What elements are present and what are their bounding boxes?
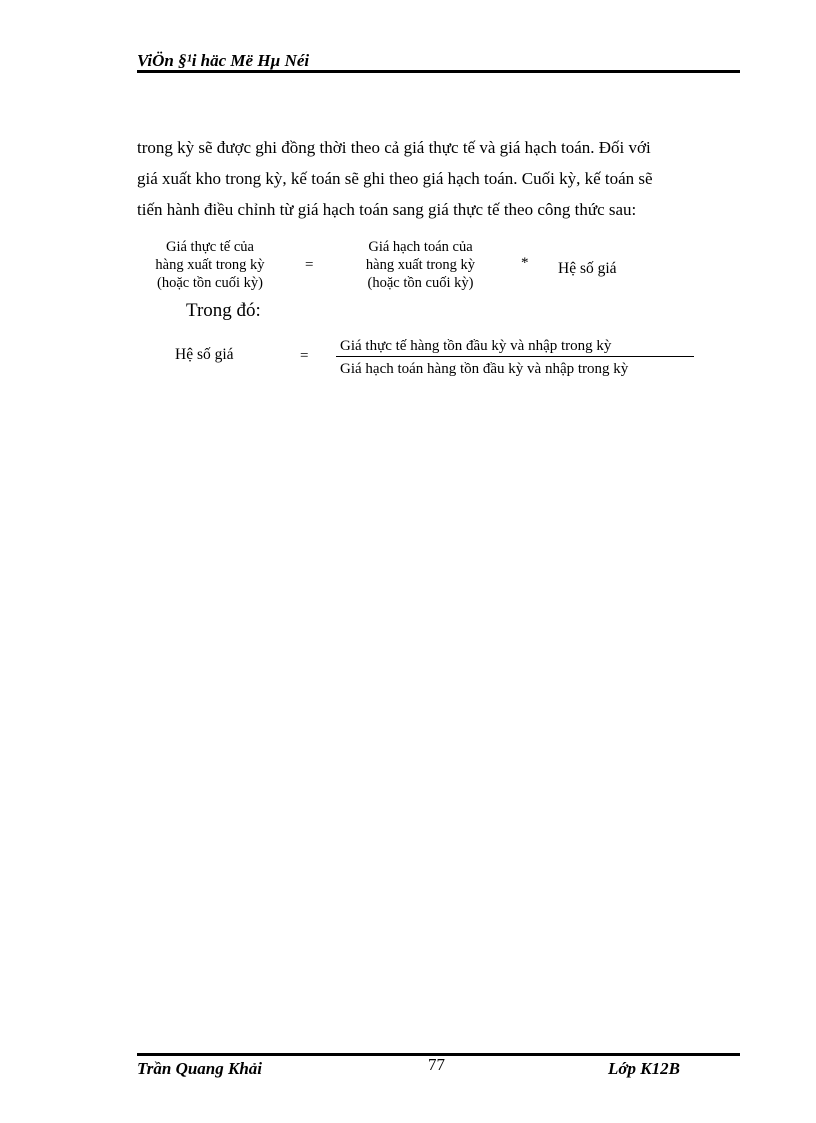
- formula1-right-term: Hệ số giá: [558, 260, 617, 277]
- formula2-equals-sign: =: [300, 348, 309, 364]
- formula1-middle-line: Giá hạch toán của: [368, 239, 473, 255]
- formula1-middle-line: hàng xuất trong kỳ: [365, 257, 476, 273]
- body-paragraph: [137, 132, 740, 225]
- page-header-title: ViÖn §¹i häc Më Hµ Néi: [137, 51, 310, 70]
- formula1-left-line: hàng xuất trong kỳ: [155, 257, 265, 273]
- formula1-multiply-sign: *: [521, 255, 529, 271]
- paragraph-line: tiến hành điều chỉnh từ giá hạch toán sang giá thực tế theo công thức sau:: [137, 200, 637, 219]
- trong-do-label: Trong đó:: [186, 300, 261, 321]
- formula1-middle-line: (hoặc tồn cuối kỳ): [367, 275, 474, 291]
- formula2-numerator: Giá thực tế hàng tồn đầu kỳ và nhập trong kỳ: [340, 338, 612, 354]
- formula1-left-term: [135, 238, 285, 292]
- formula1-left-line: (hoặc tồn cuối kỳ): [157, 275, 263, 291]
- page-number: 77: [428, 1055, 445, 1074]
- formula2-left-term: Hệ số giá: [175, 346, 234, 363]
- paragraph-line: trong kỳ sẽ được ghi đồng thời theo cả giá thực tế và giá hạch toán. Đối với: [137, 138, 651, 157]
- formula1-left-line: Giá thực tế của: [166, 239, 254, 255]
- header-divider: [137, 70, 740, 73]
- footer-class-label: Lớp K12B: [608, 1059, 680, 1078]
- footer-author: Trần Quang Khải: [137, 1059, 263, 1078]
- formula2-denominator: Giá hạch toán hàng tồn đầu kỳ và nhập trong kỳ: [340, 361, 629, 377]
- paragraph-line: giá xuất kho trong kỳ, kế toán sẽ ghi theo giá hạch toán. Cuối kỳ, kế toán sẽ: [137, 169, 653, 188]
- formula1-middle-term: [343, 238, 498, 292]
- fraction-bar: [336, 356, 694, 357]
- formula1-equals-sign: =: [305, 257, 314, 273]
